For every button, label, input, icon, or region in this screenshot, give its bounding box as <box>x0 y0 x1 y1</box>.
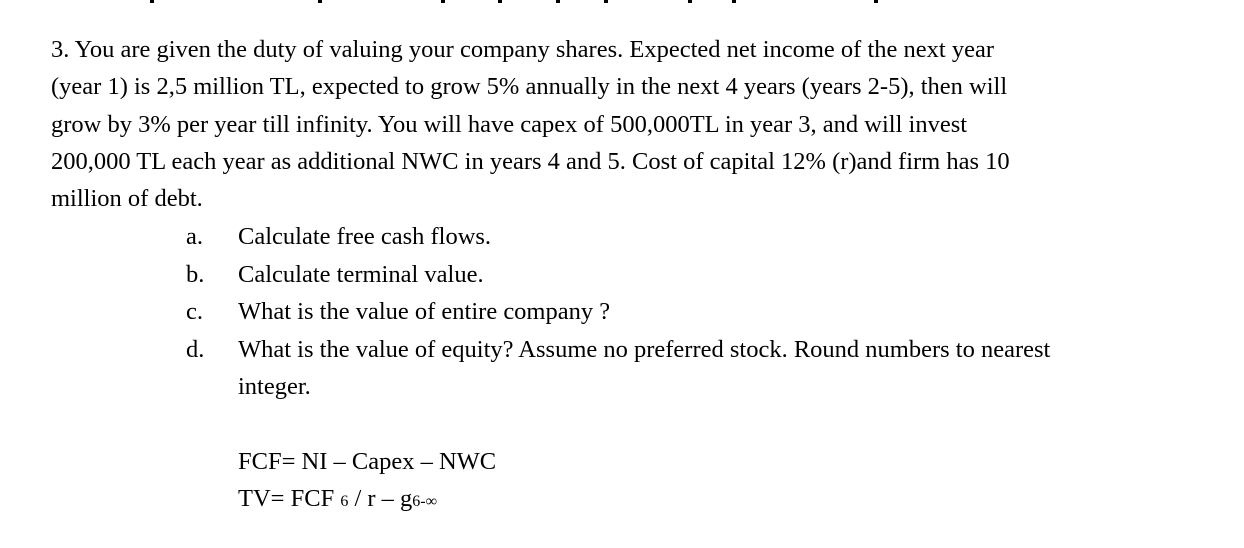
question-line: (year 1) is 2,5 million TL, expected to grow 5% annually in the next 4 years (years 2-5), then will <box>51 73 1008 101</box>
question-paragraph <box>51 31 1201 217</box>
sub-question-text: integer. <box>238 373 311 401</box>
tv-formula-subscript: 6 <box>340 493 349 510</box>
list-marker: c. <box>186 298 203 326</box>
question-line: 200,000 TL each year as additional NWC in years 4 and 5. Cost of capital 12% (r)and firm has 10 <box>51 147 1010 175</box>
question-line: grow by 3% per year till infinity. You will have capex of 500,000TL in year 3, and will invest <box>51 110 968 138</box>
list-marker: d. <box>186 335 205 363</box>
sub-question-text: What is the value of entire company ? <box>238 298 611 326</box>
question-line: 3. You are given the duty of valuing your company shares. Expected net income of the next year <box>51 36 994 63</box>
sub-question-d <box>186 331 1196 406</box>
sub-question-text: Calculate terminal value. <box>238 260 484 288</box>
list-marker: a. <box>186 223 203 250</box>
tv-formula <box>238 480 496 520</box>
fcf-formula: FCF= NI – Capex – NWC <box>238 448 497 475</box>
tv-formula-prefix: TV= FCF <box>238 485 341 512</box>
list-marker: b. <box>186 260 205 288</box>
sub-question-a <box>186 218 1196 256</box>
formula-block <box>238 443 496 520</box>
question-line: million of debt. <box>51 185 203 213</box>
sub-question-c <box>186 293 1196 331</box>
sub-question-list <box>186 218 1196 406</box>
sub-question-b <box>186 256 1196 294</box>
sub-question-text: What is the value of equity? Assume no preferred stock. Round numbers to nearest <box>238 335 1051 363</box>
cropped-text-remnant <box>0 0 1244 6</box>
tv-formula-growth-subscript: 6-∞ <box>412 493 438 510</box>
sub-question-text: Calculate free cash flows. <box>238 223 492 250</box>
tv-formula-middle: / r – g <box>348 485 413 512</box>
